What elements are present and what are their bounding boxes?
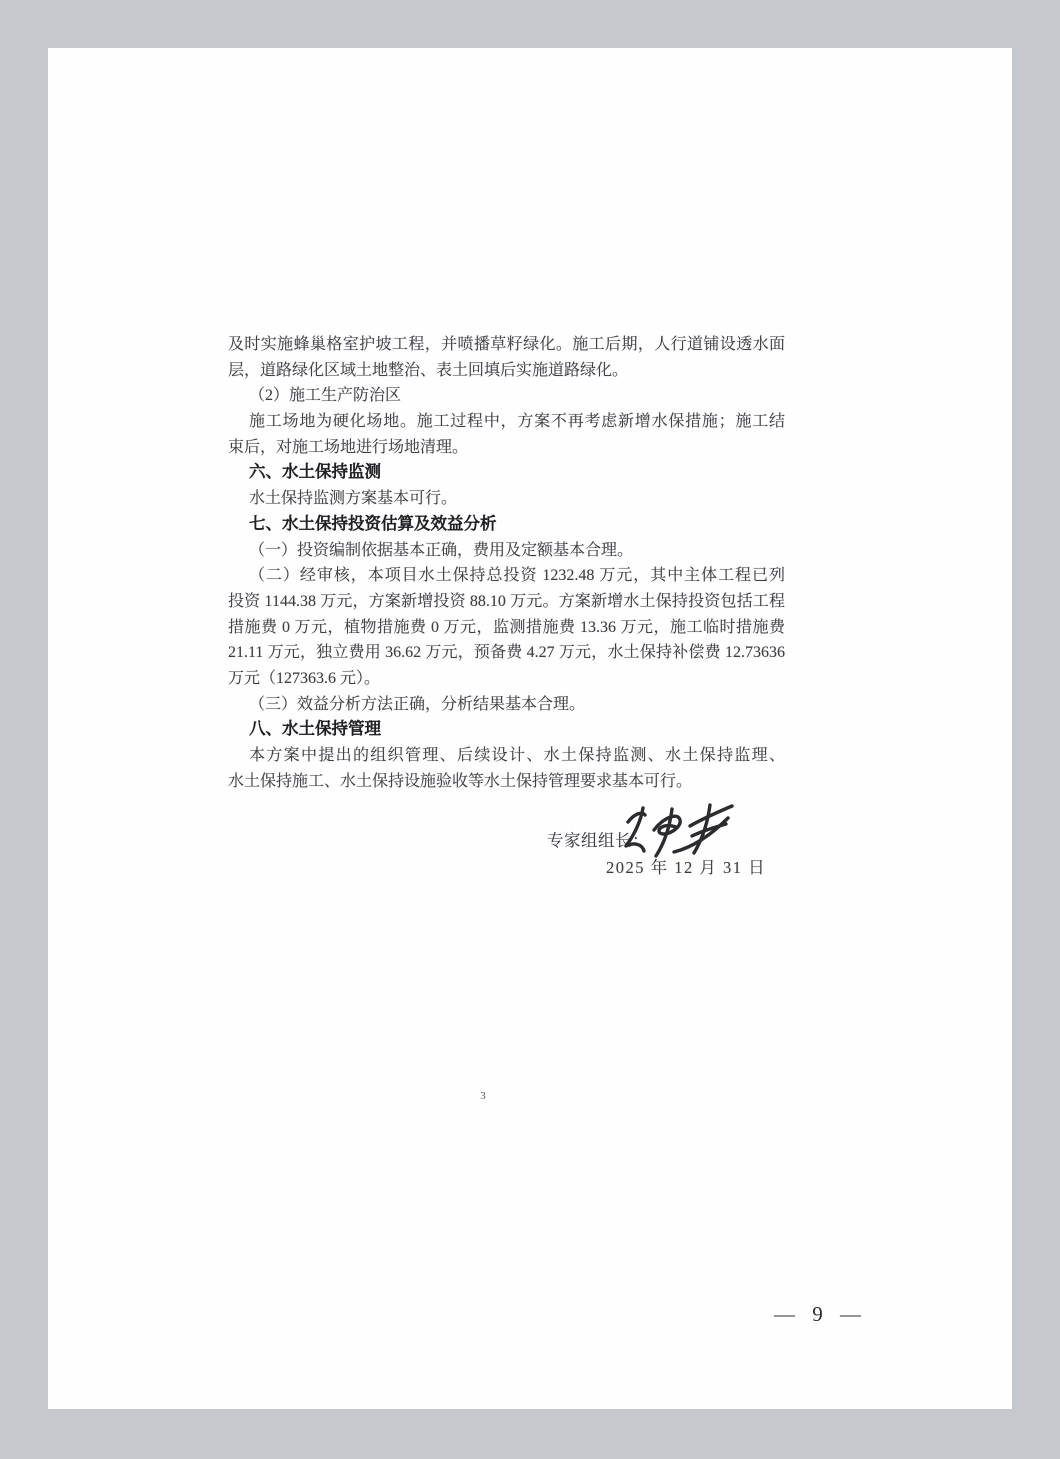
paragraph-line: （2）施工生产防治区 bbox=[249, 387, 402, 405]
paragraph-line: 及时实施蜂巢格室护坡工程，并喷播草籽绿化。施工后期，人行道铺设透水面 bbox=[228, 336, 785, 353]
paragraph-line: 措施费 0 万元，植物措施费 0 万元，监测措施费 13.36 万元，施工临时措施费 bbox=[228, 618, 785, 636]
heading-eight-management: 八、水土保持管理 bbox=[249, 720, 381, 739]
heading-seven-investment: 七、水土保持投资估算及效益分析 bbox=[249, 514, 497, 533]
paragraph-line: 施工场地为硬化场地。施工过程中，方案不再考虑新增水保措施；施工结 bbox=[249, 413, 785, 431]
page-number: — 9 — bbox=[774, 1302, 862, 1326]
paragraph-line: 万元（127363.6 元）。 bbox=[228, 669, 381, 687]
paragraph-line: 21.11 万元，独立费用 36.62 万元，预备费 4.27 万元，水土保持补偿费 12.73636 bbox=[228, 644, 785, 662]
paragraph-line: 层，道路绿化区域土地整治、表土回填后实施道路绿化。 bbox=[228, 361, 629, 379]
paragraph-line: 投资 1144.38 万元，方案新增投资 88.10 万元。方案新增水土保持投资包括工程 bbox=[228, 592, 785, 610]
signature-date: 2025 年 12 月 31 日 bbox=[606, 858, 767, 877]
paragraph-line: 本方案中提出的组织管理、后续设计、水土保持监测、水土保持监理、 bbox=[249, 747, 785, 764]
document-body bbox=[228, 332, 785, 794]
inner-page-number: 3 bbox=[480, 1090, 486, 1102]
paragraph-line: （三）效益分析方法正确，分析结果基本合理。 bbox=[249, 695, 586, 713]
document-page bbox=[48, 48, 1012, 1409]
paragraph-line: （二）经审核，本项目水土保持总投资 1232.48 万元，其中主体工程已列 bbox=[249, 567, 785, 585]
paragraph-line: 水土保持监测方案基本可行。 bbox=[249, 490, 458, 508]
signature-label: 专家组组长： bbox=[547, 831, 649, 850]
paragraph-line: （一）投资编制依据基本正确，费用及定额基本合理。 bbox=[249, 541, 634, 559]
paragraph-line: 束后，对施工场地进行场地清理。 bbox=[228, 438, 469, 456]
paragraph-line: 水土保持施工、水土保持设施验收等水土保持管理要求基本可行。 bbox=[228, 772, 693, 790]
heading-six-monitoring: 六、水土保持监测 bbox=[249, 463, 381, 482]
